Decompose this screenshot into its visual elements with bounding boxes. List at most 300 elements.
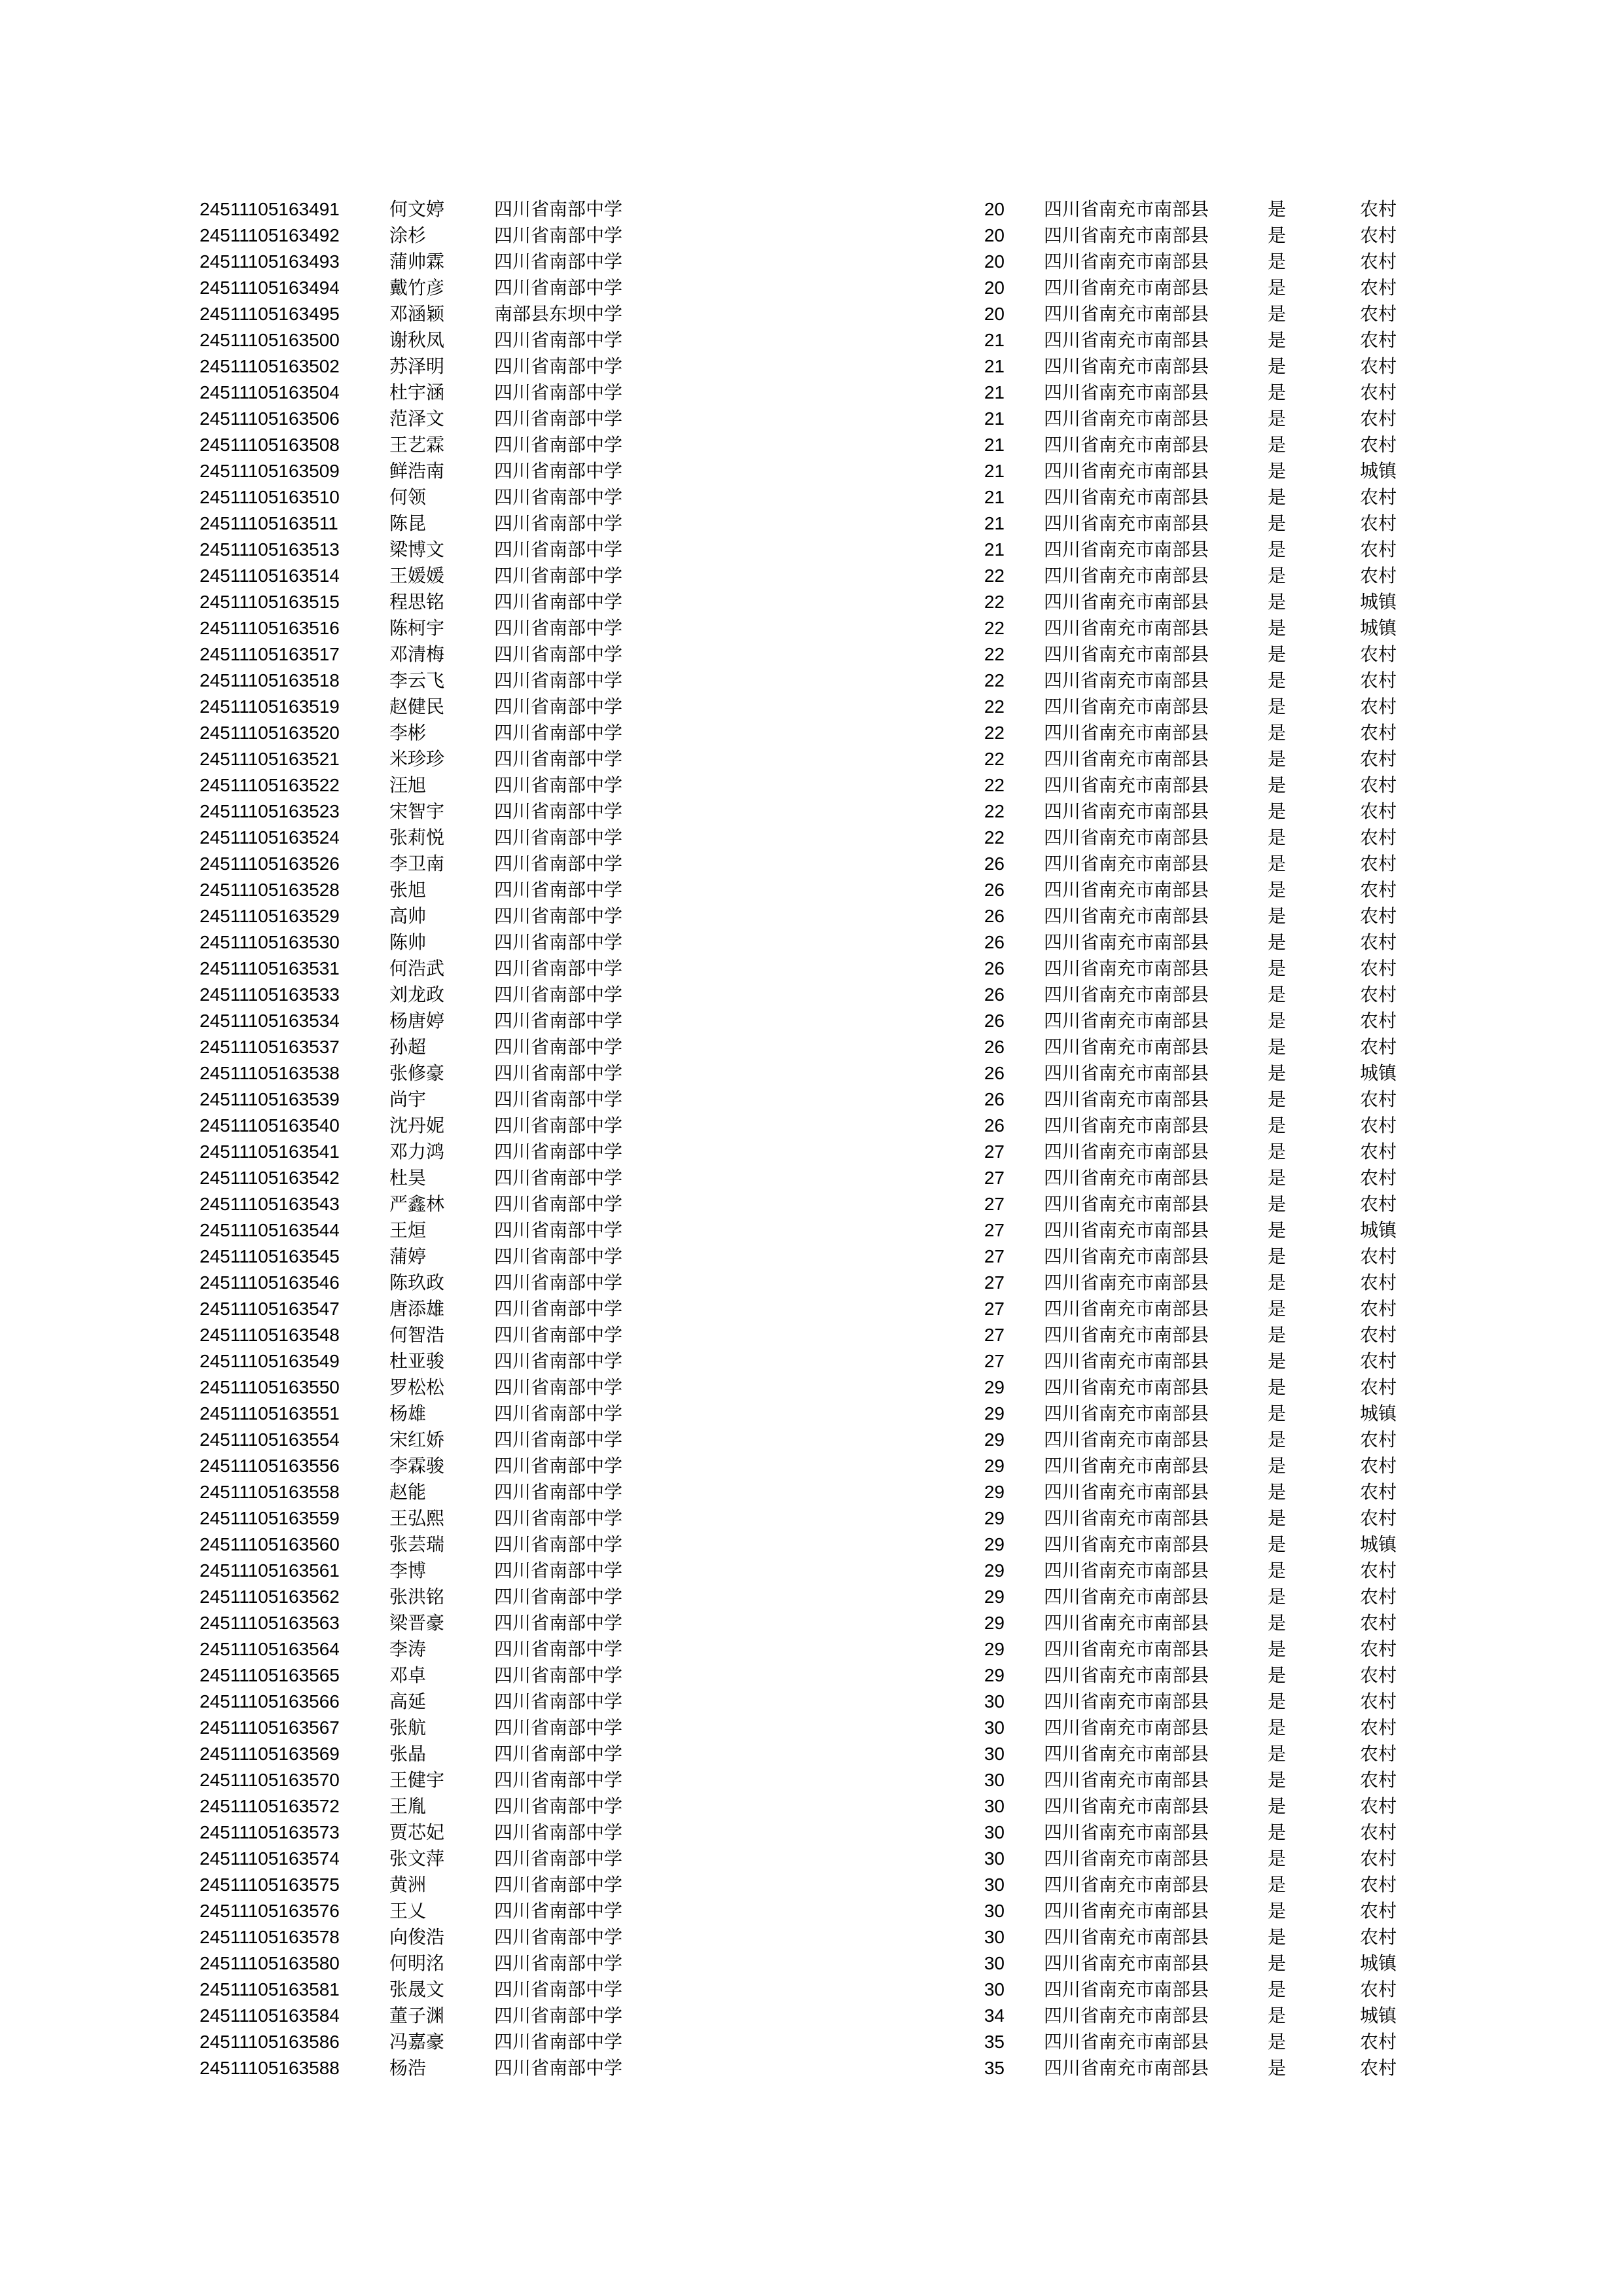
- household-type-cell: 农村: [1360, 408, 1397, 429]
- address-cell: 四川省南充市南部县: [1044, 827, 1209, 848]
- table-row: [0, 1348, 1623, 1374]
- address-cell: 四川省南充市南部县: [1044, 1874, 1209, 1895]
- school-cell: 四川省南部中学: [494, 1586, 623, 1607]
- school-cell: 四川省南部中学: [494, 1560, 623, 1581]
- school-cell: 四川省南部中学: [494, 1167, 623, 1189]
- table-row: [0, 1662, 1623, 1689]
- name-cell: 苏泽明: [389, 355, 445, 377]
- score-cell: 29: [984, 1560, 1005, 1581]
- flag-cell: 是: [1268, 198, 1287, 220]
- flag-cell: 是: [1268, 774, 1287, 796]
- name-cell: 罗松松: [389, 1376, 445, 1398]
- flag-cell: 是: [1268, 224, 1287, 246]
- address-cell: 四川省南充市南部县: [1044, 1193, 1209, 1215]
- household-type-cell: 农村: [1360, 774, 1397, 796]
- flag-cell: 是: [1268, 2005, 1287, 2026]
- household-type-cell: 农村: [1360, 1115, 1397, 1136]
- table-row: [0, 301, 1623, 327]
- school-cell: 四川省南部中学: [494, 251, 623, 272]
- name-cell: 范泽文: [389, 408, 445, 429]
- score-cell: 27: [984, 1325, 1005, 1345]
- name-cell: 宋红娇: [389, 1429, 445, 1450]
- address-cell: 四川省南充市南部县: [1044, 1272, 1209, 1293]
- table-row: [0, 668, 1623, 694]
- exam-id-cell: 24511105163513: [200, 539, 340, 560]
- score-cell: 22: [984, 749, 1005, 769]
- address-cell: 四川省南充市南部县: [1044, 565, 1209, 586]
- name-cell: 何智浩: [389, 1324, 445, 1346]
- exam-id-cell: 24511105163538: [200, 1063, 340, 1083]
- name-cell: 杨浩: [389, 2057, 427, 2079]
- flag-cell: 是: [1268, 617, 1287, 639]
- flag-cell: 是: [1268, 1376, 1287, 1398]
- household-type-cell: 农村: [1360, 905, 1397, 927]
- table-row: [0, 1793, 1623, 1820]
- flag-cell: 是: [1268, 1403, 1287, 1424]
- exam-id-cell: 24511105163524: [200, 827, 340, 848]
- address-cell: 四川省南充市南部县: [1044, 1088, 1209, 1110]
- score-cell: 27: [984, 1194, 1005, 1214]
- school-cell: 四川省南部中学: [494, 1848, 623, 1869]
- school-cell: 四川省南部中学: [494, 617, 623, 639]
- table-row: [0, 432, 1623, 458]
- address-cell: 四川省南充市南部县: [1044, 2057, 1209, 2079]
- household-type-cell: 农村: [1360, 670, 1397, 691]
- name-cell: 王艺霖: [389, 434, 445, 456]
- exam-id-cell: 24511105163563: [200, 1613, 340, 1633]
- flag-cell: 是: [1268, 382, 1287, 403]
- table-row: [0, 1296, 1623, 1322]
- flag-cell: 是: [1268, 1167, 1287, 1189]
- score-cell: 26: [984, 1115, 1005, 1136]
- exam-id-cell: 24511105163539: [200, 1089, 340, 1109]
- school-cell: 四川省南部中学: [494, 1141, 623, 1162]
- name-cell: 张晶: [389, 1743, 427, 1765]
- school-cell: 四川省南部中学: [494, 1717, 623, 1738]
- table-row: [0, 1610, 1623, 1636]
- name-cell: 高帅: [389, 905, 427, 927]
- score-cell: 21: [984, 382, 1005, 403]
- flag-cell: 是: [1268, 1298, 1287, 1319]
- table-row: [0, 2029, 1623, 2055]
- name-cell: 王健宇: [389, 1769, 445, 1791]
- score-cell: 27: [984, 1299, 1005, 1319]
- name-cell: 李彬: [389, 722, 427, 744]
- school-cell: 四川省南部中学: [494, 2057, 623, 2079]
- household-type-cell: 农村: [1360, 984, 1397, 1005]
- table-row: [0, 1374, 1623, 1401]
- score-cell: 26: [984, 1089, 1005, 1109]
- name-cell: 杜昊: [389, 1167, 427, 1189]
- address-cell: 四川省南充市南部县: [1044, 1141, 1209, 1162]
- flag-cell: 是: [1268, 1036, 1287, 1058]
- household-type-cell: 农村: [1360, 643, 1397, 665]
- name-cell: 蒲帅霖: [389, 251, 445, 272]
- exam-id-cell: 24511105163504: [200, 382, 340, 403]
- score-cell: 22: [984, 775, 1005, 795]
- name-cell: 杨雄: [389, 1403, 427, 1424]
- score-cell: 21: [984, 487, 1005, 507]
- household-type-cell: 农村: [1360, 1795, 1397, 1817]
- exam-id-cell: 24511105163558: [200, 1482, 340, 1502]
- household-type-cell: 农村: [1360, 1350, 1397, 1372]
- name-cell: 董子渊: [389, 2005, 445, 2026]
- flag-cell: 是: [1268, 1455, 1287, 1477]
- household-type-cell: 农村: [1360, 879, 1397, 901]
- household-type-cell: 农村: [1360, 827, 1397, 848]
- score-cell: 20: [984, 199, 1005, 219]
- address-cell: 四川省南充市南部县: [1044, 931, 1209, 953]
- name-cell: 尚宇: [389, 1088, 427, 1110]
- address-cell: 四川省南充市南部县: [1044, 1743, 1209, 1765]
- flag-cell: 是: [1268, 1115, 1287, 1136]
- exam-id-cell: 24511105163529: [200, 906, 340, 926]
- exam-id-cell: 24511105163533: [200, 984, 340, 1005]
- school-cell: 四川省南部中学: [494, 1534, 623, 1555]
- household-type-cell: 城镇: [1360, 2005, 1397, 2026]
- household-type-cell: 农村: [1360, 1848, 1397, 1869]
- score-cell: 29: [984, 1534, 1005, 1554]
- school-cell: 四川省南部中学: [494, 1455, 623, 1477]
- household-type-cell: 农村: [1360, 1691, 1397, 1712]
- score-cell: 22: [984, 696, 1005, 717]
- name-cell: 赵能: [389, 1481, 427, 1503]
- score-cell: 29: [984, 1587, 1005, 1607]
- table-row: [0, 1270, 1623, 1296]
- score-cell: 30: [984, 1796, 1005, 1816]
- school-cell: 四川省南部中学: [494, 905, 623, 927]
- score-cell: 30: [984, 1717, 1005, 1738]
- score-cell: 21: [984, 330, 1005, 350]
- name-cell: 王弘熙: [389, 1507, 445, 1529]
- exam-id-cell: 24511105163540: [200, 1115, 340, 1136]
- address-cell: 四川省南充市南部县: [1044, 1926, 1209, 1948]
- household-type-cell: 农村: [1360, 277, 1397, 298]
- name-cell: 孙超: [389, 1036, 427, 1058]
- school-cell: 四川省南部中学: [494, 486, 623, 508]
- household-type-cell: 农村: [1360, 1193, 1397, 1215]
- household-type-cell: 农村: [1360, 565, 1397, 586]
- score-cell: 20: [984, 225, 1005, 245]
- name-cell: 赵健民: [389, 696, 445, 717]
- exam-id-cell: 24511105163509: [200, 461, 340, 481]
- table-row: [0, 2003, 1623, 2029]
- table-row: [0, 353, 1623, 380]
- school-cell: 四川省南部中学: [494, 1874, 623, 1895]
- score-cell: 21: [984, 356, 1005, 376]
- score-cell: 29: [984, 1613, 1005, 1633]
- flag-cell: 是: [1268, 1769, 1287, 1791]
- exam-id-cell: 24511105163514: [200, 565, 340, 586]
- table-row: [0, 1741, 1623, 1767]
- score-cell: 29: [984, 1377, 1005, 1397]
- table-row: [0, 956, 1623, 982]
- exam-id-cell: 24511105163559: [200, 1508, 340, 1528]
- flag-cell: 是: [1268, 1586, 1287, 1607]
- exam-id-cell: 24511105163575: [200, 1874, 340, 1895]
- school-cell: 四川省南部中学: [494, 931, 623, 953]
- address-cell: 四川省南充市南部县: [1044, 696, 1209, 717]
- flag-cell: 是: [1268, 827, 1287, 848]
- school-cell: 四川省南部中学: [494, 539, 623, 560]
- table-row: [0, 1165, 1623, 1191]
- address-cell: 四川省南充市南部县: [1044, 1298, 1209, 1319]
- table-row: [0, 327, 1623, 353]
- address-cell: 四川省南充市南部县: [1044, 879, 1209, 901]
- flag-cell: 是: [1268, 539, 1287, 560]
- name-cell: 何文婷: [389, 198, 445, 220]
- household-type-cell: 农村: [1360, 434, 1397, 456]
- score-cell: 35: [984, 2058, 1005, 2078]
- table-row: [0, 798, 1623, 825]
- school-cell: 四川省南部中学: [494, 958, 623, 979]
- name-cell: 涂杉: [389, 224, 427, 246]
- flag-cell: 是: [1268, 355, 1287, 377]
- address-cell: 四川省南充市南部县: [1044, 984, 1209, 1005]
- table-row: [0, 1244, 1623, 1270]
- flag-cell: 是: [1268, 303, 1287, 325]
- score-cell: 21: [984, 435, 1005, 455]
- flag-cell: 是: [1268, 251, 1287, 272]
- score-cell: 30: [984, 1901, 1005, 1921]
- table-row: [0, 1846, 1623, 1872]
- school-cell: 四川省南部中学: [494, 1979, 623, 2000]
- household-type-cell: 城镇: [1360, 460, 1397, 482]
- table-row: [0, 2055, 1623, 2081]
- exam-id-cell: 24511105163578: [200, 1927, 340, 1947]
- table-row: [0, 1898, 1623, 1924]
- address-cell: 四川省南充市南部县: [1044, 774, 1209, 796]
- exam-id-cell: 24511105163506: [200, 408, 340, 429]
- score-cell: 29: [984, 1665, 1005, 1685]
- address-cell: 四川省南充市南部县: [1044, 1691, 1209, 1712]
- school-cell: 四川省南部中学: [494, 1926, 623, 1948]
- name-cell: 张晟文: [389, 1979, 445, 2000]
- table-row: [0, 1558, 1623, 1584]
- school-cell: 四川省南部中学: [494, 460, 623, 482]
- name-cell: 蒲婷: [389, 1246, 427, 1267]
- name-cell: 黄洲: [389, 1874, 427, 1895]
- exam-id-cell: 24511105163586: [200, 2032, 340, 2052]
- name-cell: 贾芯妃: [389, 1821, 445, 1843]
- flag-cell: 是: [1268, 643, 1287, 665]
- name-cell: 陈昆: [389, 512, 427, 534]
- household-type-cell: 农村: [1360, 303, 1397, 325]
- household-type-cell: 农村: [1360, 1429, 1397, 1450]
- score-cell: 30: [984, 1848, 1005, 1869]
- exam-id-cell: 24511105163526: [200, 853, 340, 874]
- school-cell: 四川省南部中学: [494, 1376, 623, 1398]
- school-cell: 四川省南部中学: [494, 1036, 623, 1058]
- score-cell: 26: [984, 880, 1005, 900]
- exam-id-cell: 24511105163543: [200, 1194, 340, 1214]
- table-row: [0, 406, 1623, 432]
- flag-cell: 是: [1268, 329, 1287, 351]
- address-cell: 四川省南充市南部县: [1044, 303, 1209, 325]
- exam-id-cell: 24511105163494: [200, 278, 340, 298]
- score-cell: 27: [984, 1220, 1005, 1240]
- exam-id-cell: 24511105163491: [200, 199, 340, 219]
- address-cell: 四川省南充市南部县: [1044, 1560, 1209, 1581]
- name-cell: 米珍珍: [389, 748, 445, 770]
- household-type-cell: 农村: [1360, 853, 1397, 874]
- exam-id-cell: 24511105163554: [200, 1429, 340, 1450]
- name-cell: 杨唐婷: [389, 1010, 445, 1031]
- address-cell: 四川省南充市南部县: [1044, 2005, 1209, 2026]
- exam-id-cell: 24511105163546: [200, 1272, 340, 1293]
- flag-cell: 是: [1268, 1926, 1287, 1948]
- household-type-cell: 城镇: [1360, 1219, 1397, 1241]
- score-cell: 30: [984, 1822, 1005, 1842]
- household-type-cell: 农村: [1360, 1612, 1397, 1634]
- exam-id-cell: 24511105163545: [200, 1246, 340, 1266]
- score-cell: 30: [984, 1979, 1005, 2000]
- school-cell: 四川省南部中学: [494, 408, 623, 429]
- school-cell: 四川省南部中学: [494, 1350, 623, 1372]
- name-cell: 李卫南: [389, 853, 445, 874]
- name-cell: 王胤: [389, 1795, 427, 1817]
- household-type-cell: 农村: [1360, 958, 1397, 979]
- address-cell: 四川省南充市南部县: [1044, 1795, 1209, 1817]
- school-cell: 四川省南部中学: [494, 382, 623, 403]
- school-cell: 四川省南部中学: [494, 1743, 623, 1765]
- table-row: [0, 1505, 1623, 1532]
- address-cell: 四川省南充市南部县: [1044, 1612, 1209, 1634]
- table-row: [0, 1401, 1623, 1427]
- table-row: [0, 746, 1623, 772]
- address-cell: 四川省南充市南部县: [1044, 1979, 1209, 2000]
- school-cell: 四川省南部中学: [494, 1507, 623, 1529]
- school-cell: 四川省南部中学: [494, 722, 623, 744]
- table-row: [0, 1217, 1623, 1244]
- exam-id-cell: 24511105163576: [200, 1901, 340, 1921]
- exam-id-cell: 24511105163551: [200, 1403, 340, 1424]
- exam-id-cell: 24511105163521: [200, 749, 340, 769]
- address-cell: 四川省南充市南部县: [1044, 434, 1209, 456]
- household-type-cell: 农村: [1360, 198, 1397, 220]
- address-cell: 四川省南充市南部县: [1044, 1062, 1209, 1084]
- table-row: [0, 511, 1623, 537]
- name-cell: 梁博文: [389, 539, 445, 560]
- name-cell: 李涛: [389, 1638, 427, 1660]
- flag-cell: 是: [1268, 1979, 1287, 2000]
- table-row: [0, 1715, 1623, 1741]
- school-cell: 四川省南部中学: [494, 1062, 623, 1084]
- name-cell: 王媛媛: [389, 565, 445, 586]
- household-type-cell: 农村: [1360, 1376, 1397, 1398]
- address-cell: 四川省南充市南部县: [1044, 1036, 1209, 1058]
- table-row: [0, 1453, 1623, 1479]
- score-cell: 21: [984, 513, 1005, 533]
- score-cell: 27: [984, 1141, 1005, 1162]
- address-cell: 四川省南充市南部县: [1044, 251, 1209, 272]
- exam-id-cell: 24511105163588: [200, 2058, 340, 2078]
- name-cell: 汪旭: [389, 774, 427, 796]
- score-cell: 30: [984, 1744, 1005, 1764]
- name-cell: 鲜浩南: [389, 460, 445, 482]
- name-cell: 何浩武: [389, 958, 445, 979]
- exam-id-cell: 24511105163560: [200, 1534, 340, 1554]
- address-cell: 四川省南充市南部县: [1044, 1900, 1209, 1922]
- table-row: [0, 720, 1623, 746]
- school-cell: 四川省南部中学: [494, 1298, 623, 1319]
- exam-id-cell: 24511105163573: [200, 1822, 340, 1842]
- table-row: [0, 484, 1623, 511]
- name-cell: 何明洺: [389, 1952, 445, 1974]
- score-cell: 26: [984, 906, 1005, 926]
- address-cell: 四川省南充市南部县: [1044, 1324, 1209, 1346]
- table-row: [0, 1820, 1623, 1846]
- name-cell: 李博: [389, 1560, 427, 1581]
- name-cell: 邓清梅: [389, 643, 445, 665]
- flag-cell: 是: [1268, 748, 1287, 770]
- flag-cell: 是: [1268, 984, 1287, 1005]
- exam-id-cell: 24511105163549: [200, 1351, 340, 1371]
- address-cell: 四川省南充市南部县: [1044, 670, 1209, 691]
- school-cell: 四川省南部中学: [494, 277, 623, 298]
- score-cell: 22: [984, 827, 1005, 848]
- flag-cell: 是: [1268, 1900, 1287, 1922]
- name-cell: 戴竹彦: [389, 277, 445, 298]
- exam-id-cell: 24511105163570: [200, 1770, 340, 1790]
- household-type-cell: 农村: [1360, 1010, 1397, 1031]
- school-cell: 四川省南部中学: [494, 827, 623, 848]
- flag-cell: 是: [1268, 800, 1287, 822]
- table-row: [0, 1924, 1623, 1950]
- address-cell: 四川省南充市南部县: [1044, 958, 1209, 979]
- address-cell: 四川省南充市南部县: [1044, 643, 1209, 665]
- exam-id-cell: 24511105163566: [200, 1691, 340, 1712]
- flag-cell: 是: [1268, 1638, 1287, 1660]
- flag-cell: 是: [1268, 905, 1287, 927]
- household-type-cell: 农村: [1360, 1481, 1397, 1503]
- household-type-cell: 农村: [1360, 748, 1397, 770]
- address-cell: 四川省南充市南部县: [1044, 1219, 1209, 1241]
- school-cell: 四川省南部中学: [494, 224, 623, 246]
- exam-id-cell: 24511105163528: [200, 880, 340, 900]
- table-row: [0, 772, 1623, 798]
- score-cell: 27: [984, 1351, 1005, 1371]
- flag-cell: 是: [1268, 722, 1287, 744]
- flag-cell: 是: [1268, 565, 1287, 586]
- score-cell: 22: [984, 723, 1005, 743]
- name-cell: 王乂: [389, 1900, 427, 1922]
- school-cell: 四川省南部中学: [494, 984, 623, 1005]
- name-cell: 张文萍: [389, 1848, 445, 1869]
- address-cell: 四川省南充市南部县: [1044, 1507, 1209, 1529]
- table-row: [0, 537, 1623, 563]
- score-cell: 29: [984, 1403, 1005, 1424]
- exam-id-cell: 24511105163493: [200, 251, 340, 272]
- flag-cell: 是: [1268, 1952, 1287, 1974]
- address-cell: 四川省南充市南部县: [1044, 1010, 1209, 1031]
- name-cell: 刘龙政: [389, 984, 445, 1005]
- flag-cell: 是: [1268, 1507, 1287, 1529]
- school-cell: 四川省南部中学: [494, 355, 623, 377]
- flag-cell: 是: [1268, 1481, 1287, 1503]
- school-cell: 四川省南部中学: [494, 1795, 623, 1817]
- table-row: [0, 1977, 1623, 2003]
- school-cell: 四川省南部中学: [494, 1272, 623, 1293]
- name-cell: 张洪铭: [389, 1586, 445, 1607]
- address-cell: 四川省南充市南部县: [1044, 512, 1209, 534]
- table-row: [0, 1060, 1623, 1086]
- school-cell: 四川省南部中学: [494, 591, 623, 613]
- address-cell: 四川省南充市南部县: [1044, 617, 1209, 639]
- household-type-cell: 农村: [1360, 1272, 1397, 1293]
- address-cell: 四川省南充市南部县: [1044, 460, 1209, 482]
- school-cell: 四川省南部中学: [494, 670, 623, 691]
